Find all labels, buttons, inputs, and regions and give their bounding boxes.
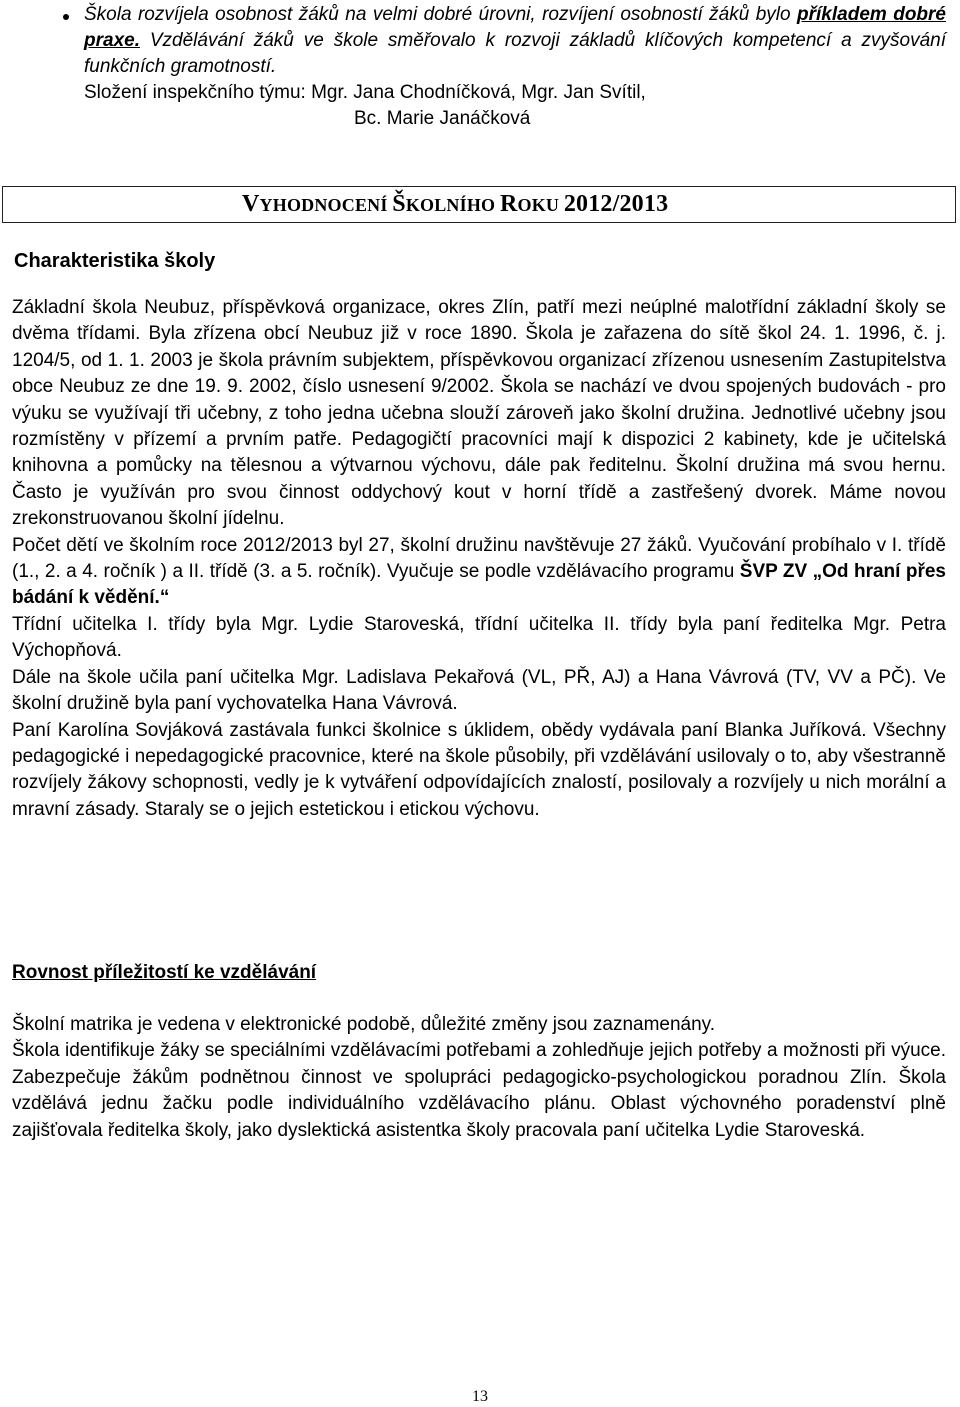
characteristics-paragraph-3: Třídní učitelka I. třídy byla Mgr. Lydie Staroveská, třídní učitelka II. třídy byla paní ředitelka Mgr. Petra Výchopňová. [12,613,946,662]
equal-opportunities-heading: Rovnost příležitostí ke vzdělávání [12,962,317,983]
intro-text-2: Vzdělávání žáků ve škole směřovalo k rozvoji základů klíčových kompetencí a zvyšování funkčních gramotností. [84,30,946,77]
characteristics-paragraph-4: Dále na škole učila paní učitelka Mgr. Ladislava Pekařová (VL, PŘ, AJ) a Hana Vávrová (TV, VV a PČ). Ve školní družině byla paní vychovatelka Hana Vávrová. [12,666,946,715]
intro-text-1: Škola rozvíjela osobnost žáků na velmi dobré úrovni, rozvíjení osobností žáků bylo [84,4,798,25]
characteristics-body [12,295,946,823]
intro-bullet [84,2,946,80]
bullet-icon [63,14,69,20]
equal-opportunities-paragraph-2: Škola identifikuje žáky se speciálními vzdělávacími potřebami a zohledňuje jejich potřeby a možnosti při výuce. Zabezpečuje žákům podnětnou činnost ve spolupráci pedagogicko-psychologickou poradnou Zlín. Škola vzdělává jednu žačku podle individuálního vzdělávacího plánu. Oblast výchovného poradenství plně zajišťovala ředitelka školy, jako dyslektická asistentka školy pracovala paní učitelka Lydie Staroveská. [12,1040,946,1141]
characteristics-paragraph-1: Základní škola Neubuz, příspěvková organizace, okres Zlín, patří mezi neúplné malotřídní základní školy se dvěma třídami. Byla zřízena obcí Neubuz již v roce 1890. Škola je zařazena do sítě škol 24. 1. 1996, č. j. 1204/5, od 1. 1. 2003 je škola právním subjektem, příspěvkovou organizací zřízenou usnesením Zastupitelstva obce Neubuz ze dne 19. 9. 2002, číslo usnesení 9/2002. Škola se nachází ve dvou spojených budovách - pro výuku se využívají tři učebny, z toho jedna učebna slouží zároveň jako školní družina. Jednotlivé učebny jsou rozmístěny v přízemí a prvním patře. Pedagogičtí pracovníci mají k dispozici 2 kabinety, kde je učitelská knihovna a pomůcky na tělesnou a výtvarnou výchovu, dále pak ředitelnu. Školní družina má svou hernu. Často je využíván pro svou činnost oddychový kout v horní třídě a zastřešený dvorek. Máme novou zrekonstruovanou školní jídelnu. [12,297,946,530]
curriculum-name: ŠVP ZV „Od hraní přes bádání k vědění.“ [12,561,946,609]
page-number: 13 [472,1388,488,1405]
equal-opportunities-body [12,1012,946,1144]
intro-bold-phrase: příkladem dobré praxe. [84,4,946,51]
equal-opportunities-paragraph-1: Školní matrika je vedena v elektronické podobě, důležité změny jsou zaznamenány. [12,1014,716,1035]
inspection-team-line-2: Bc. Marie Janáčková [354,108,531,129]
inspection-team-line-1: Složení inspekčního týmu: Mgr. Jana Chodníčková, Mgr. Jan Svítil, [84,82,646,103]
characteristics-paragraph-2: Počet dětí ve školním roce 2012/2013 byl 27, školní družinu navštěvuje 27 žáků. Vyučování probíhalo v I. třídě (1., 2. a 4. ročník ) a II. třídě (3. a 5. ročník). Vyučuje se podle vzdělávacího programu ŠVP ZV „Od hraní přes bádání k vědění.“ [12,534,946,609]
section-heading: Charakteristika školy [14,250,216,272]
evaluation-title: VYHODNOCENÍ ŠKOLNÍHO ROKU 2012/2013 [242,191,669,217]
characteristics-paragraph-5: Paní Karolína Sovjáková zastávala funkci školnice s úklidem, obědy vydávala paní Blanka Juříková. Všechny pedagogické i nepedagogické pracovnice, které na škole působily, při vzdělávání usilovaly o to, aby všestranně rozvíjely žákovy schopnosti, vedly je k vytváření odpovídajících znalostí, posilovaly a rozvíjely u nich morální a mravní zásady. Staraly se o jejich estetickou i etickou výchovu. [12,719,946,820]
